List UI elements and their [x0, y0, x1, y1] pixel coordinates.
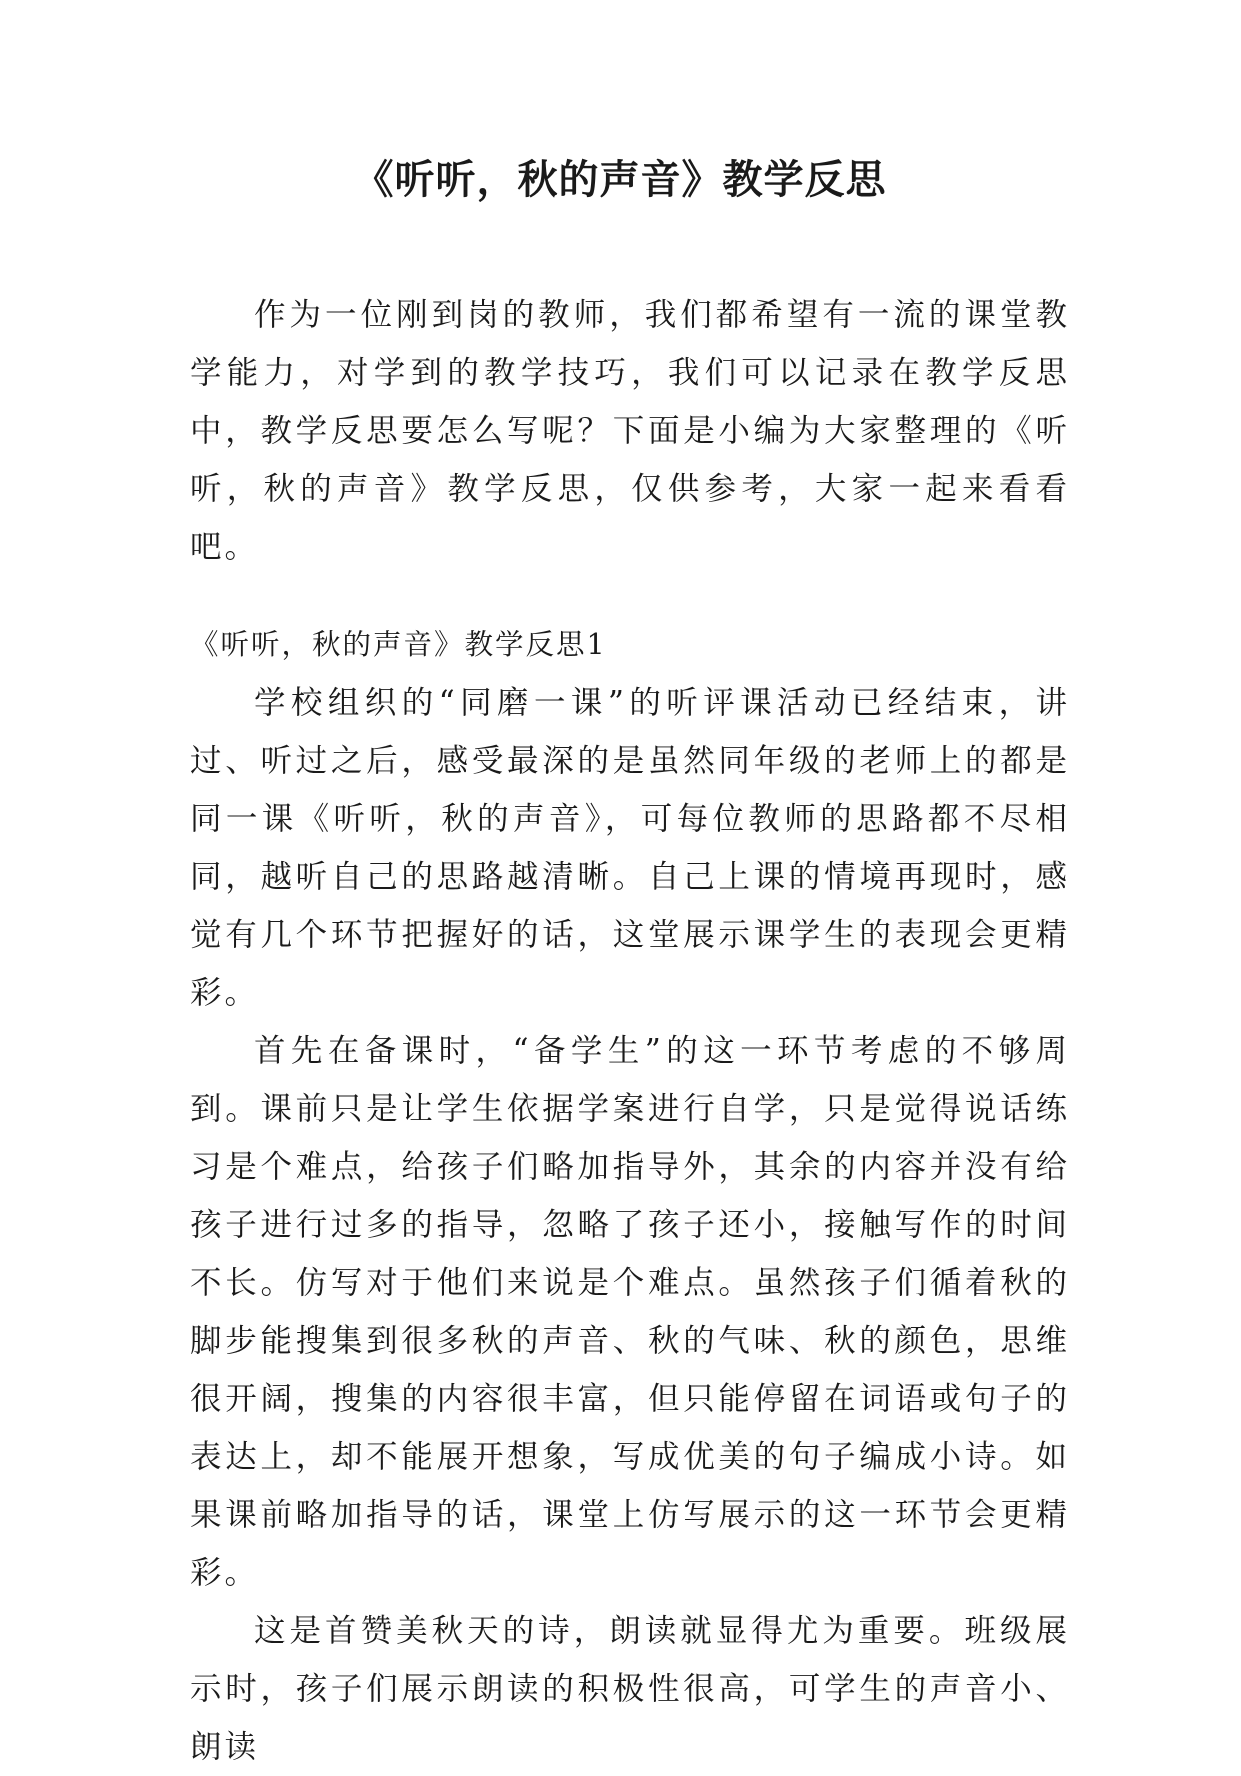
body-paragraph: 这是首赞美秋天的诗，朗读就显得尤为重要。班级展示时，孩子们展示朗读的积极性很高，可学生的声音小、朗读 — [190, 1613, 1070, 1765]
intro-paragraph: 作为一位刚到岗的教师，我们都希望有一流的课堂教学能力，对学到的教学技巧，我们可以记录在教学反思中，教学反思要怎么写呢？下面是小编为大家整理的《听听，秋的声音》教学反思，仅供参考，大家一起来看看吧。 — [190, 297, 1070, 565]
document-body — [190, 286, 1070, 1776]
section-heading: 《听听，秋的声音》教学反思1 — [190, 628, 607, 661]
body-paragraph: 学校组织的“同磨一课”的听评课活动已经结束，讲过、听过之后，感受最深的是虽然同年级的老师上的都是同一课《听听，秋的声音》，可每位教师的思路都不尽相同，越听自己的思路越清晰。自己上课的情境再现时，感觉有几个环节把握好的话，这堂展示课学生的表现会更精彩。 — [190, 685, 1070, 1011]
document-title: 《听听，秋的声音》教学反思 — [353, 156, 887, 203]
body-paragraph: 首先在备课时，“备学生”的这一环节考虑的不够周到。课前只是让学生依据学案进行自学，只是觉得说话练习是个难点，给孩子们略加指导外，其余的内容并没有给孩子进行过多的指导，忽略了孩子还小，接触写作的时间不长。仿写对于他们来说是个难点。虽然孩子们循着秋的脚步能搜集到很多秋的声音、秋的气味、秋的颜色，思维很开阔，搜集的内容很丰富，但只能停留在词语或句子的表达上，却不能展开想象，写成优美的句子编成小诗。如果课前略加指导的话，课堂上仿写展示的这一环节会更精彩。 — [190, 1033, 1070, 1591]
